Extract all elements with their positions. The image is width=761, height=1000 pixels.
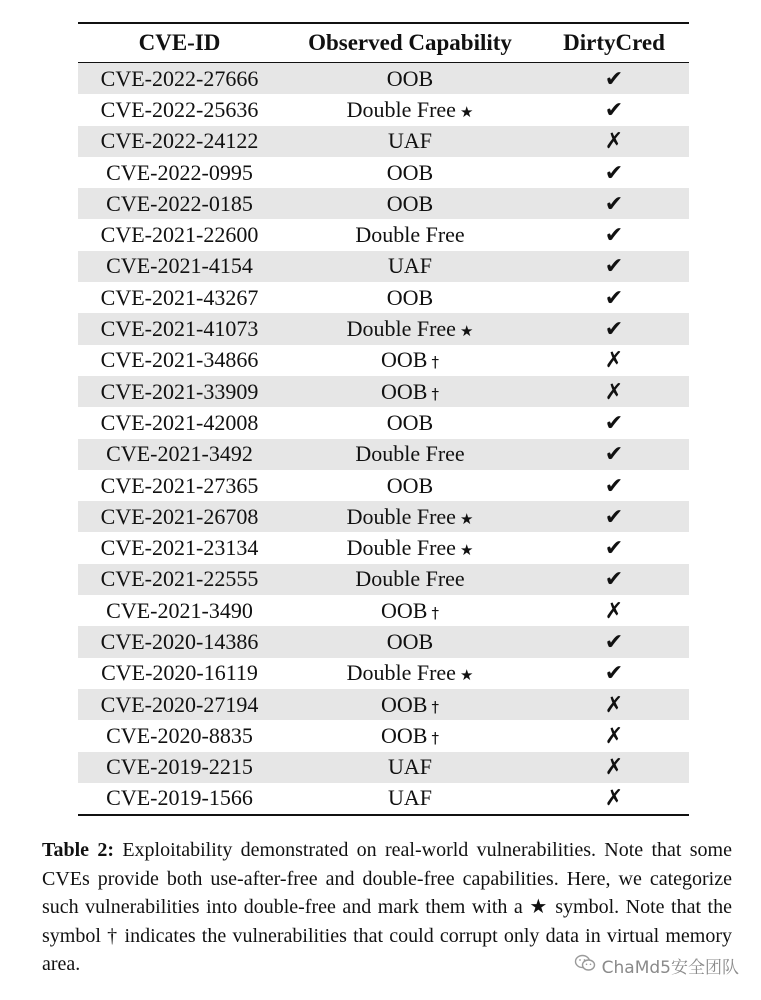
table-body [78, 63, 689, 816]
dirtycred-result-cell [539, 251, 689, 282]
capability-label: Double Free [355, 566, 465, 592]
table-row [78, 501, 689, 532]
cve-id-cell: CVE-2022-25636 [100, 96, 259, 122]
dirtycred-result-cell [539, 689, 689, 720]
cross-mark-icon: ✗ [604, 129, 624, 155]
header-row [78, 23, 689, 63]
capability-label: Double Free [346, 316, 456, 342]
capability-cell [281, 188, 539, 219]
table-row [78, 63, 689, 95]
check-mark-icon: ✔ [604, 191, 624, 217]
table-header [78, 23, 689, 63]
capability-symbol: ★ [459, 102, 474, 121]
cross-mark-icon: ✗ [604, 786, 624, 812]
capability-label: OOB [381, 722, 428, 748]
results-table [78, 22, 689, 816]
table-row [78, 376, 689, 407]
capability-label: Double Free [355, 441, 465, 467]
capability-label: OOB [386, 159, 434, 185]
capability-cell [281, 689, 539, 720]
dirtycred-result-cell [539, 595, 689, 626]
capability-label: UAF [387, 128, 432, 154]
check-mark-icon: ✔ [604, 442, 624, 468]
cve-id-cell: CVE-2021-22555 [78, 564, 281, 595]
table-row [78, 251, 689, 282]
dirtycred-result-cell [539, 313, 689, 344]
check-mark-icon: ✔ [604, 473, 624, 499]
capability-cell [281, 783, 539, 815]
cve-id-cell: CVE-2021-3490 [106, 597, 253, 623]
table-row [78, 532, 689, 563]
cve-id-cell: CVE-2021-4154 [78, 251, 281, 282]
capability-label: OOB [381, 691, 428, 717]
capability-cell [281, 470, 539, 501]
table-row [78, 752, 689, 783]
check-mark-icon: ✔ [604, 410, 624, 436]
capability-cell [281, 157, 539, 188]
cve-id-cell: CVE-2021-34866 [100, 347, 259, 373]
check-mark-icon: ✔ [604, 66, 624, 92]
dirtycred-result-cell [539, 126, 689, 157]
cross-mark-icon: ✗ [604, 348, 624, 374]
table-row [78, 126, 689, 157]
cross-mark-icon: ✗ [604, 692, 624, 718]
check-mark-icon: ✔ [604, 254, 624, 280]
capability-symbol: ★ [459, 666, 474, 685]
cve-id-cell: CVE-2021-27365 [100, 472, 259, 498]
capability-label: OOB [386, 409, 434, 435]
capability-label: UAF [387, 253, 432, 279]
capability-label: OOB [381, 347, 428, 373]
capability-symbol: ★ [459, 322, 474, 341]
cve-id-cell: CVE-2022-27666 [78, 63, 281, 95]
dirtycred-result-cell [539, 501, 689, 532]
table-row [78, 783, 689, 815]
dirtycred-result-cell [539, 752, 689, 783]
check-mark-icon: ✔ [604, 317, 624, 343]
cve-id-cell: CVE-2021-41073 [78, 313, 281, 344]
wechat-icon [574, 954, 596, 977]
capability-cell [281, 720, 539, 751]
cve-id-cell: CVE-2021-22600 [100, 222, 259, 248]
capability-label: OOB [386, 628, 434, 654]
table-row [78, 157, 689, 188]
check-mark-icon: ✔ [604, 536, 624, 562]
dirtycred-result-cell [539, 407, 689, 438]
header-cve-id: CVE-ID [138, 30, 221, 55]
header-dirtycred: DirtyCred [563, 30, 665, 55]
dirtycred-result-cell [539, 94, 689, 125]
dirtycred-result-cell [539, 376, 689, 407]
cross-mark-icon: ✗ [604, 723, 624, 749]
table-row [78, 94, 689, 125]
capability-label: OOB [381, 378, 428, 404]
capability-symbol: † [431, 728, 439, 747]
capability-label: OOB [386, 65, 434, 91]
table-row [78, 188, 689, 219]
cve-id-cell: CVE-2021-42008 [100, 409, 259, 435]
dirtycred-result-cell [539, 157, 689, 188]
results-table-container [78, 22, 689, 816]
cross-mark-icon: ✗ [604, 379, 624, 405]
capability-cell [281, 94, 539, 125]
dirtycred-result-cell [539, 188, 689, 219]
cve-id-cell: CVE-2022-0995 [106, 159, 253, 185]
watermark-text: ChaMd5安全团队 [601, 958, 739, 978]
check-mark-icon: ✔ [604, 661, 624, 687]
capability-label: UAF [387, 754, 432, 780]
capability-cell [281, 439, 539, 470]
watermark [574, 953, 739, 978]
dirtycred-result-cell [539, 345, 689, 376]
dirtycred-result-cell [539, 63, 689, 95]
cve-id-cell: CVE-2019-2215 [78, 752, 281, 783]
capability-cell [281, 376, 539, 407]
capability-label: Double Free [346, 96, 456, 122]
capability-cell [281, 219, 539, 250]
dirtycred-result-cell [539, 720, 689, 751]
table-row [78, 720, 689, 751]
cve-id-cell: CVE-2021-23134 [100, 535, 259, 561]
check-mark-icon: ✔ [604, 504, 624, 530]
cve-id-cell: CVE-2020-27194 [78, 689, 281, 720]
dirtycred-result-cell [539, 658, 689, 689]
check-mark-icon: ✔ [604, 285, 624, 311]
capability-label: Double Free [346, 660, 456, 686]
capability-cell [281, 407, 539, 438]
capability-cell [281, 313, 539, 344]
capability-symbol: ★ [459, 509, 474, 528]
cve-id-cell: CVE-2021-3492 [78, 439, 281, 470]
table-row [78, 313, 689, 344]
capability-label: Double Free [355, 222, 465, 248]
capability-label: Double Free [346, 503, 456, 529]
capability-label: Double Free [346, 535, 456, 561]
cve-id-cell: CVE-2020-14386 [78, 626, 281, 657]
capability-cell [281, 251, 539, 282]
header-observed-capability: Observed Capability [308, 30, 512, 55]
table-row [78, 470, 689, 501]
table-row [78, 439, 689, 470]
cross-mark-icon: ✗ [604, 598, 624, 624]
check-mark-icon: ✔ [604, 160, 624, 186]
capability-cell [281, 63, 539, 95]
cve-id-cell: CVE-2021-26708 [78, 501, 281, 532]
table-row [78, 219, 689, 250]
table-row [78, 595, 689, 626]
capability-cell [281, 752, 539, 783]
table-row [78, 626, 689, 657]
capability-label: OOB [386, 284, 434, 310]
check-mark-icon: ✔ [604, 97, 624, 123]
table-row [78, 282, 689, 313]
table-row [78, 345, 689, 376]
capability-cell [281, 532, 539, 563]
capability-cell [281, 626, 539, 657]
capability-cell [281, 126, 539, 157]
capability-cell [281, 501, 539, 532]
dirtycred-result-cell [539, 626, 689, 657]
capability-label: OOB [381, 597, 428, 623]
capability-symbol: ★ [459, 541, 474, 560]
dirtycred-result-cell [539, 783, 689, 815]
cve-id-cell: CVE-2022-0185 [78, 188, 281, 219]
cve-id-cell: CVE-2020-16119 [101, 660, 258, 686]
table-row [78, 564, 689, 595]
cve-id-cell: CVE-2021-43267 [100, 284, 259, 310]
cross-mark-icon: ✗ [604, 755, 624, 781]
capability-symbol: † [431, 697, 439, 716]
capability-symbol: † [431, 603, 439, 622]
dirtycred-result-cell [539, 439, 689, 470]
capability-label: OOB [386, 472, 434, 498]
capability-cell [281, 595, 539, 626]
capability-cell [281, 282, 539, 313]
dirtycred-result-cell [539, 470, 689, 501]
capability-symbol: † [431, 353, 439, 372]
cve-id-cell: CVE-2021-33909 [78, 376, 281, 407]
dirtycred-result-cell [539, 219, 689, 250]
capability-cell [281, 564, 539, 595]
check-mark-icon: ✔ [604, 629, 624, 655]
check-mark-icon: ✔ [604, 223, 624, 249]
dirtycred-result-cell [539, 282, 689, 313]
table-row [78, 658, 689, 689]
caption-text: Exploitability demonstrated on real-world vulnerabilities. Note that some CVEs provide both use-after-free and double-free capabilities. Here, we categorize such vulnerabilities into double-free and mark them with a ★ symbol. Note that the symbol † indicates the vulnerabilities that could corrupt only data in virtual memory area. [42, 839, 732, 975]
cve-id-cell: CVE-2019-1566 [106, 785, 253, 811]
table-row [78, 407, 689, 438]
capability-cell [281, 345, 539, 376]
dirtycred-result-cell [539, 564, 689, 595]
capability-symbol: † [431, 384, 439, 403]
check-mark-icon: ✔ [604, 567, 624, 593]
capability-label: UAF [387, 785, 432, 811]
cve-id-cell: CVE-2022-24122 [78, 126, 281, 157]
cve-id-cell: CVE-2020-8835 [106, 722, 253, 748]
table-row [78, 689, 689, 720]
capability-label: OOB [386, 190, 434, 216]
dirtycred-result-cell [539, 532, 689, 563]
caption-label: Table 2: [42, 839, 115, 861]
capability-cell [281, 658, 539, 689]
